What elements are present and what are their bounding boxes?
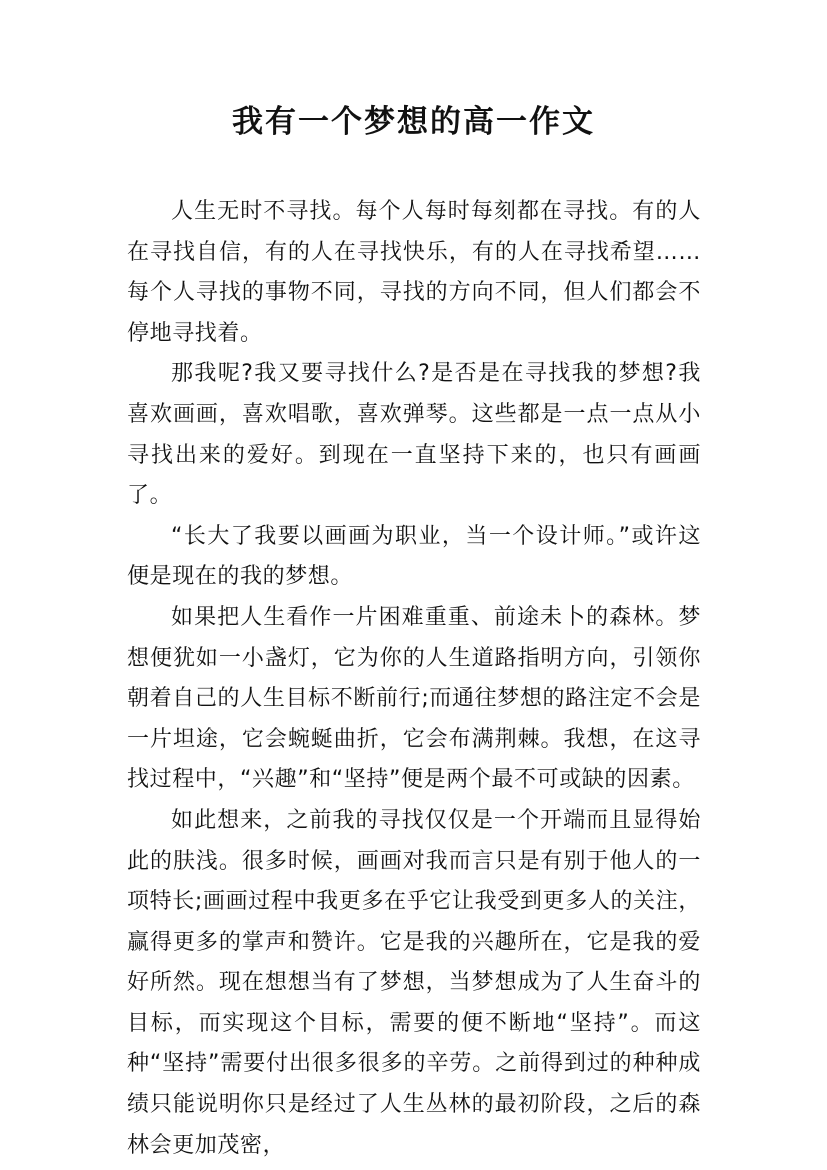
essay-body — [127, 192, 701, 1166]
paragraph-2: 那我呢?我又要寻找什么?是否是在寻找我的梦想?我喜欢画画，喜欢唱歌，喜欢弹琴。这些都是一点一点从小寻找出来的爱好。到现在一直坚持下来的，也只有画画了。 — [127, 361, 701, 509]
page-title: 我有一个梦想的高一作文 — [232, 104, 595, 140]
paragraph-1: 人生无时不寻找。每个人每时每刻都在寻找。有的人在寻找自信，有的人在寻找快乐，有的人在寻找希望……每个人寻找的事物不同，寻找的方向不同，但人们都会不停地寻找着。 — [127, 199, 701, 346]
paragraph-5: 如此想来，之前我的寻找仅仅是一个开端而且显得始此的肤浅。很多时候，画画对我而言只是有别于他人的一项特长;画画过程中我更多在乎它让我受到更多人的关注，赢得更多的掌声和赞许。它是我的兴趣所在，它是我的爱好所然。现在想想当有了梦想，当梦想成为了人生奋斗的目标，而实现这个目标，需要的便不断地“坚持”。而这种“坚持”需要付出很多很多的辛劳。之前得到过的种种成绩只能说明你只是经过了人生丛林的最初阶段，之后的森林会更加茂密， — [127, 807, 701, 1158]
paragraph-3: “长大了我要以画画为职业，当一个设计师。”或许这便是现在的我的梦想。 — [127, 523, 701, 590]
paragraph-4: 如果把人生看作一片困难重重、前途未卜的森林。梦想便犹如一小盏灯，它为你的人生道路指明方向，引领你朝着自己的人生目标不断前行;而通往梦想的路注定不会是一片坦途，它会蜿蜒曲折，它会布满荆棘。我想，在这寻找过程中，“兴趣”和“坚持”便是两个最不可或缺的因素。 — [127, 604, 701, 793]
